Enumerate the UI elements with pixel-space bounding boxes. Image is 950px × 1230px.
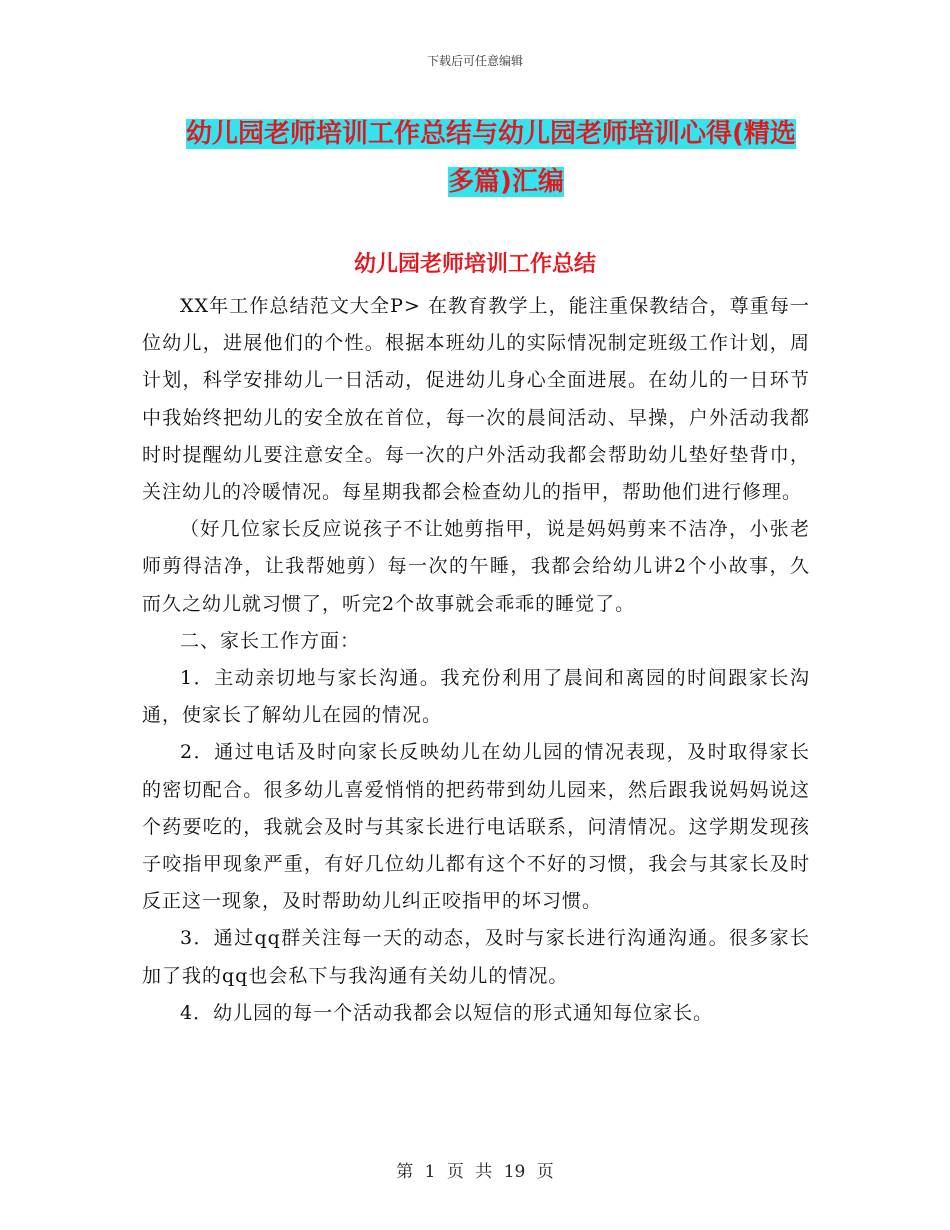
section-title: 幼儿园老师培训工作总结 bbox=[353, 252, 596, 277]
document-title-line2: 多篇)汇编 bbox=[448, 167, 564, 197]
total-prefix: 共 bbox=[475, 1162, 493, 1182]
paragraph: XX年工作总结范文大全P> 在教育教学上，能注重保教结合，尊重每一位幼儿，进展他们的个性。根据本班幼儿的实际情况制定班级工作计划，周计划，科学安排幼儿一日活动，促进幼儿身心全面进展。在幼儿的一日环节中我始终把幼儿的安全放在首位，每一次的晨间活动、早操，户外活动我都时时提醒幼儿要注意安全。每一次的户外活动我都会帮助幼儿垫好垫背巾，关注幼儿的冷暖情况。每星期我都会检查幼儿的指甲，帮助他们进行修理。 bbox=[142, 295, 810, 504]
paragraph: 1．主动亲切地与家长沟通。我充份利用了晨间和离园的时间跟家长沟通，使家长了解幼儿在园的情况。 bbox=[142, 667, 810, 727]
header-note: 下载后可任意编辑 bbox=[426, 54, 523, 68]
document-title bbox=[186, 110, 826, 206]
document-body bbox=[142, 288, 810, 1032]
page-number: 1 bbox=[424, 1162, 436, 1182]
paragraph: 4．幼儿园的每一个活动我都会以短信的形式通知每位家长。 bbox=[180, 1001, 714, 1024]
total-pages: 19 bbox=[503, 1162, 526, 1182]
document-title-line1: 幼儿园老师培训工作总结与幼儿园老师培训心得(精选 bbox=[186, 119, 796, 149]
page-prefix: 第 bbox=[396, 1162, 414, 1182]
paragraph: 2．通过电话及时向家长反映幼儿在幼儿园的情况表现，及时取得家长的密切配合。很多幼儿喜爱悄悄的把药带到幼儿园来，然后跟我说妈妈说这个药要吃的，我就会及时与其家长进行电话联系，问清情况。这学期发现孩子咬指甲现象严重，有好几位幼儿都有这个不好的习惯，我会与其家长及时反正这一现象，及时帮助幼儿纠正咬指甲的坏习惯。 bbox=[142, 741, 810, 913]
page-label: 页 bbox=[446, 1162, 464, 1182]
page-footer bbox=[0, 1157, 950, 1182]
paragraph: （好几位家长反应说孩子不让她剪指甲，说是妈妈剪来不洁净，小张老师剪得洁净，让我帮她剪）每一次的午睡，我都会给幼儿讲2个小故事，久而久之幼儿就习惯了，听完2个故事就会乖乖的睡觉了。 bbox=[142, 518, 810, 615]
total-label: 页 bbox=[536, 1162, 554, 1182]
paragraph: 二、家长工作方面： bbox=[180, 629, 361, 652]
paragraph: 3．通过qq群关注每一天的动态，及时与家长进行沟通沟通。很多家长加了我的qq也会私下与我沟通有关幼儿的情况。 bbox=[142, 927, 810, 987]
